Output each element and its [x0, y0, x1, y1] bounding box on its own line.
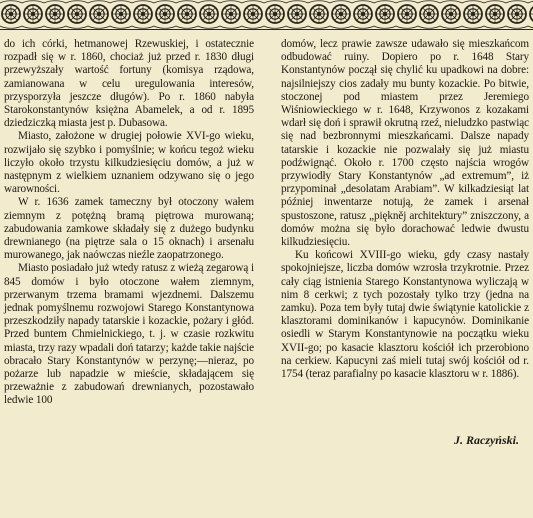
paragraph: Miasto, założone w drugiej połowie XVI-go wieku, rozwijało się szybko i pomyślnie; w końcu tegoż wieku liczyło około trzystu kilkudziesięciu domów, a już w następnym z wielkiem uznaniem odzywano się o jego warowności.: [4, 130, 254, 196]
article-left-column: [4, 38, 254, 408]
paragraph: Miasto posiadało już wtedy ratusz z wieżą zegarową i 845 domów i było otoczone wałem ziemnym, przerwanym trzema bramami wjezdnemi. Dalszemu jednak pomyślnemu rozwojowi Starego Konstantynowa przeszkodziły napady tatarskie i kozackie, pożary i głód. Przed buntem Chmielnickiego, t. j. w czasie rozkwitu miasta, trzy razy wpadali doń tatarzy; każde takie najście obracało Stary Konstantynów w perzynę;—nieraz, po pożarze lub napadzie w mieście, składającem się przeważnie z zabudowań drewnianych, pozostawało ledwie 100: [4, 262, 254, 407]
paragraph: Ku końcowi XVIII-go wieku, gdy czasy nastały spokojniejsze, liczba domów wzrosła trzykrotnie. Przez cały ciąg istnienia Starego Konstantynowa wyliczają w nim 8 cerkwi; z tych pozostały tylko trzy (jedna na zamku). Poza tem były tutaj dwie świątynie katolickie z klasztorami dominikanów i kapucynów. Dominikanie osiedli w Starym Konstantynowie na początku wieku XVII-go; po kasacie klasztoru kościół ich przerobiono na cerkiew. Kapucyni zaś mieli tutaj swój kościół od r. 1754 (teraz parafialny po kasacie klasztoru w r. 1886).: [281, 249, 529, 381]
author-signature: J. Raczyński.: [453, 433, 519, 447]
paragraph: domów, lecz prawie zawsze udawało się mieszkańcom odbudować ruiny. Dopiero po r. 1648 Stary Konstantynów począł się chylić ku upadkowi na dobre: najsilniejszy cios zadały mu bunty kozackie. Po bitwie, stoczonej pod miastem przez Jeremiego Wiśniowieckiego w r. 1648, Krzywonos z kozakami wdarł się doń i sprawił okrutną rzeź, nieludzko pastwiąc się nad bezbronnymi mieszkańcami. Dalsze napady tatarskie i kozackie nie pozwalały się już miastu podźwignąć. Około r. 1700 często najścia wrogów przywiodły Stary Konstantynów „ad extremum”, iż przypominał „desolatam Arabiam”. W kilkadziesiąt lat później inwentarze notują, że zamek i arsenał spustoszone, ratusz „piękněj architektury” zniszczony, a domów można się było dorachować ledwie dwustu kilkudziesięciu.: [281, 38, 529, 249]
floral-rosette-border-icon: [0, 0, 533, 30]
article-right-column: [281, 38, 529, 381]
paragraph: W r. 1636 zamek tameczny był otoczony wałem ziemnym z potężną bramą piętrowa murowaną; zabudowania zamkowe składały się z dużego budynku drewnianego (na piętrze sala o 15 oknach) i arsenału murowanego, jak naówczas nieźle zaopatrzonego.: [4, 196, 254, 262]
paragraph: do ich córki, hetmanowej Rzewuskiej, i ostatecznie rozpadł się w r. 1860, chociaż już przed r. 1830 długi przewyższały wartość fortuny (komisya rządowa, zamianowana w celu uregulowania interesów, przysporzyła jeszcze długów). Po r. 1860 nabyła Starokonstantynów księżna Abamelek, a od r. 1895 dziedziczką miasta jest p. Dubasowa.: [4, 38, 254, 130]
